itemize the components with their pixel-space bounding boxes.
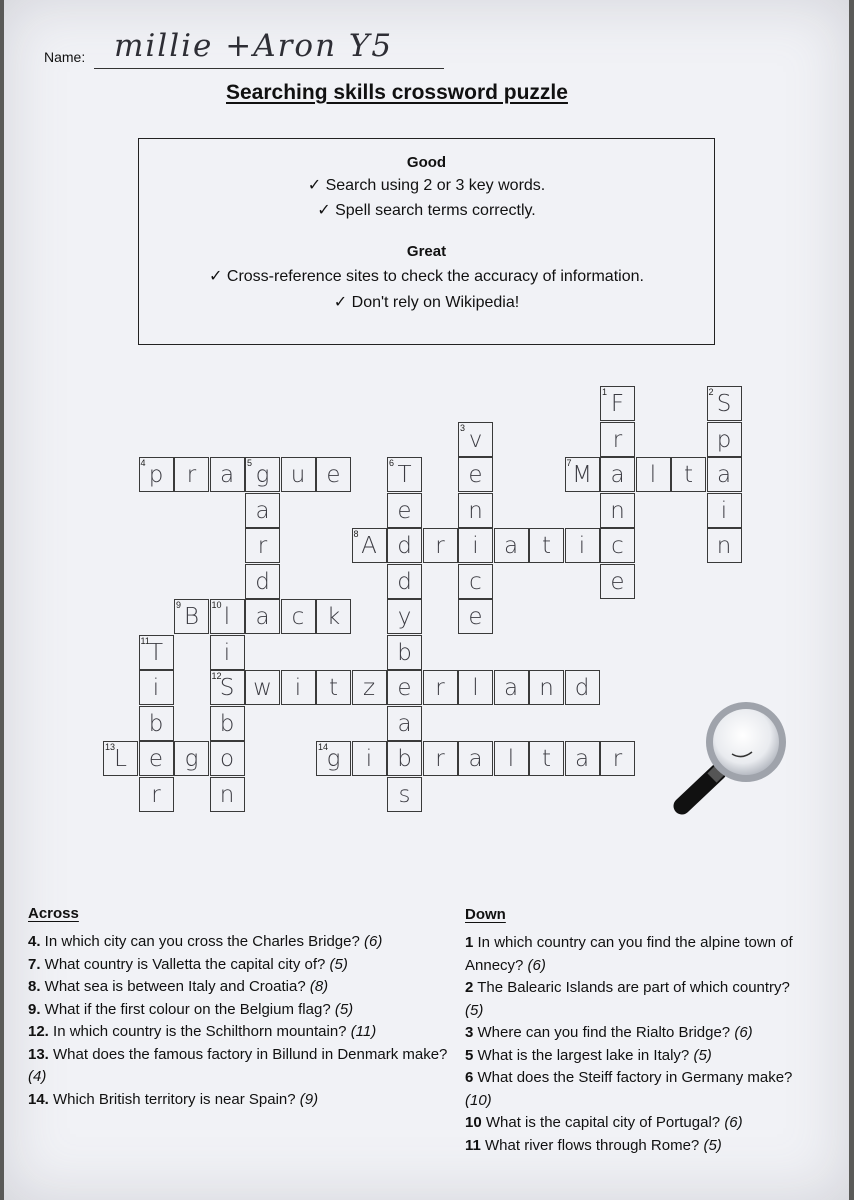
crossword-cell[interactable] <box>387 493 422 528</box>
crossword-cell[interactable] <box>281 457 316 492</box>
handwritten-letter: e <box>397 675 412 701</box>
handwritten-letter: g <box>255 462 270 488</box>
handwritten-letter: e <box>610 568 625 595</box>
great-heading: Great <box>406 243 447 260</box>
crossword-cell[interactable] <box>636 457 671 492</box>
across-heading: Across <box>28 905 79 922</box>
clue-text: What does the Steiff factory in Germany make? <box>473 1069 793 1086</box>
clue-number: 12 <box>211 671 222 681</box>
crossword-cell[interactable] <box>565 670 600 705</box>
handwritten-letter: l <box>223 604 231 630</box>
crossword-cell[interactable] <box>174 741 209 776</box>
handwritten-letter: e <box>397 497 412 524</box>
clue-number: 7. <box>28 955 41 973</box>
answer-length: (5) <box>693 1046 712 1064</box>
crossword-cell[interactable] <box>458 493 493 528</box>
handwritten-letter: c <box>291 604 305 630</box>
crossword-cell[interactable] <box>387 635 422 670</box>
down-clue-5 <box>465 1045 810 1068</box>
clue-number: 8 <box>353 529 359 539</box>
handwritten-letter: i <box>223 639 231 666</box>
crossword-cell[interactable] <box>281 599 316 634</box>
crossword-cell[interactable] <box>245 493 280 528</box>
down-clue-11 <box>465 1135 810 1158</box>
handwritten-letter: r <box>435 533 445 559</box>
crossword-cell[interactable] <box>139 635 174 670</box>
handwritten-letter: T <box>397 462 412 488</box>
clue-number: 6 <box>465 1069 474 1086</box>
clue-number: 9. <box>28 1000 41 1018</box>
clue-number: 1 <box>602 387 608 397</box>
page-title: Searching skills crossword puzzle <box>226 81 568 104</box>
handwritten-letter: b <box>397 639 412 666</box>
crossword-cell[interactable] <box>316 741 351 776</box>
crossword-cell[interactable] <box>494 670 529 705</box>
crossword-cell[interactable] <box>494 528 529 563</box>
clue-text: What is the largest lake in Italy? <box>473 1046 694 1064</box>
clue-text: Where can you find the Rialto Bridge? <box>473 1024 735 1041</box>
crossword-cell[interactable] <box>387 670 422 705</box>
clue-text: Which British territory is near Spain? <box>48 1090 300 1108</box>
answer-length: (8) <box>309 978 329 995</box>
clue-number: 11 <box>140 635 150 646</box>
clue-number: 12. <box>28 1023 49 1040</box>
clue-text: The Balearic Islands are part of which country? <box>473 979 790 996</box>
answer-length: (6) <box>734 1024 753 1041</box>
crossword-cell[interactable] <box>458 670 493 705</box>
crossword-cell[interactable] <box>174 599 209 634</box>
great-tip-1: ✓ Cross-reference sites to check the accuracy of information. <box>209 268 644 285</box>
crossword-cell[interactable] <box>387 706 422 741</box>
crossword-cell[interactable] <box>600 422 635 457</box>
crossword-cell[interactable] <box>565 528 600 563</box>
clue-text: What river flows through Rome? <box>480 1136 704 1154</box>
across-clue-7 <box>28 954 448 977</box>
clue-number: 14. <box>28 1090 49 1108</box>
crossword-cell[interactable] <box>387 741 422 776</box>
handwritten-letter: a <box>610 462 625 488</box>
clue-number: 1 <box>465 934 474 951</box>
across-clue-13 <box>28 1044 448 1089</box>
across-clue-9 <box>28 999 448 1022</box>
handwritten-letter: e <box>326 462 341 488</box>
answer-length: (6) <box>527 956 546 974</box>
handwritten-letter: r <box>435 746 445 772</box>
clue-number: 14 <box>318 742 329 752</box>
handwritten-letter: r <box>612 426 623 453</box>
crossword-cell[interactable] <box>600 493 635 528</box>
handwritten-letter: a <box>503 675 519 701</box>
across-clues <box>28 905 448 1111</box>
handwritten-letter: e <box>468 604 483 630</box>
handwritten-letter: a <box>255 497 270 524</box>
crossword-cell[interactable] <box>387 599 422 634</box>
handwritten-letter: e <box>468 462 483 488</box>
good-tip-1: ✓ Search using 2 or 3 key words. <box>307 177 546 194</box>
handwritten-letter: k <box>326 604 341 630</box>
crossword-cell[interactable] <box>210 457 245 492</box>
crossword-cell[interactable] <box>139 706 174 741</box>
across-clue-8 <box>28 976 448 999</box>
worksheet <box>4 0 849 1200</box>
handwritten-letter: l <box>507 746 515 772</box>
handwritten-letter: y <box>397 604 412 630</box>
clue-number: 7 <box>566 458 572 468</box>
crossword-cell[interactable] <box>245 599 280 634</box>
answer-length: (4) <box>28 1068 47 1085</box>
answer-length: (11) <box>350 1023 377 1040</box>
handwritten-letter: A <box>361 533 377 559</box>
crossword-cell[interactable] <box>600 564 635 599</box>
handwritten-letter: i <box>472 533 479 559</box>
handwritten-letter: n <box>610 497 625 524</box>
crossword-cell[interactable] <box>565 741 600 776</box>
crossword-cell[interactable] <box>174 457 209 492</box>
name-handwriting[interactable]: millie +Aron Y5 <box>114 28 394 64</box>
down-clue-3 <box>465 1022 810 1045</box>
handwritten-letter: z <box>362 675 376 701</box>
crossword-cell[interactable] <box>352 528 387 563</box>
clue-number: 3 <box>465 1024 474 1041</box>
handwritten-letter: a <box>255 604 270 630</box>
clue-text: What if the first colour on the Belgium flag? <box>40 1000 335 1018</box>
down-heading: Down <box>465 906 506 923</box>
across-clue-14 <box>28 1089 448 1112</box>
great-tip-2: ✓ Don't rely on Wikipedia! <box>333 294 520 311</box>
clue-number: 2 <box>465 979 474 996</box>
crossword-cell[interactable] <box>210 741 245 776</box>
handwritten-letter: b <box>397 746 412 772</box>
name-label: Name: <box>44 49 86 65</box>
crossword-cell[interactable] <box>458 528 493 563</box>
crossword-cell[interactable] <box>458 457 493 492</box>
handwritten-letter: d <box>574 675 590 701</box>
crossword-cell[interactable] <box>352 670 387 705</box>
crossword-cell[interactable] <box>671 457 706 492</box>
crossword-cell[interactable] <box>529 741 564 776</box>
handwritten-letter: t <box>541 746 552 772</box>
crossword-cell[interactable] <box>423 670 458 705</box>
handwritten-letter: s <box>398 781 411 808</box>
handwritten-letter: n <box>716 533 732 559</box>
down-clues <box>465 906 810 1157</box>
clue-number: 8. <box>28 978 41 995</box>
handwritten-letter: d <box>255 568 270 595</box>
crossword-cell[interactable] <box>600 741 635 776</box>
handwritten-letter: i <box>152 675 160 701</box>
crossword-cell[interactable] <box>139 777 174 812</box>
clue-number: 11 <box>465 1136 481 1154</box>
handwritten-letter: a <box>397 710 412 737</box>
handwritten-letter: F <box>610 391 625 417</box>
clue-text: What is the capital city of Portugal? <box>481 1114 725 1131</box>
good-heading: Good <box>406 154 447 171</box>
clue-number: 9 <box>176 600 182 610</box>
clue-text: What does the famous factory in Billund in Denmark make? <box>48 1045 448 1063</box>
crossword-cell[interactable] <box>494 741 529 776</box>
handwritten-letter: i <box>578 533 586 559</box>
handwritten-letter: t <box>683 462 694 488</box>
crossword-cell[interactable] <box>600 386 635 421</box>
crossword-cell[interactable] <box>458 599 493 634</box>
crossword-cell[interactable] <box>245 528 280 563</box>
crossword-cell[interactable] <box>600 457 635 492</box>
down-clue-2 <box>465 977 810 1022</box>
handwritten-letter: a <box>219 462 235 488</box>
handwritten-letter: i <box>720 497 728 524</box>
crossword-cell[interactable] <box>565 457 600 492</box>
crossword-cell[interactable] <box>458 564 493 599</box>
handwritten-letter: n <box>468 497 483 524</box>
handwritten-letter: S <box>219 675 235 701</box>
crossword-cell[interactable] <box>210 670 245 705</box>
handwritten-letter: a <box>468 746 483 772</box>
across-clue-12 <box>28 1021 448 1044</box>
crossword-cell[interactable] <box>707 528 742 563</box>
handwritten-letter: u <box>290 462 306 488</box>
across-clue-4 <box>28 931 448 954</box>
handwritten-letter: l <box>472 675 479 701</box>
handwritten-letter: r <box>435 675 445 701</box>
clue-number: 10 <box>465 1114 482 1131</box>
handwritten-letter: n <box>539 675 554 701</box>
crossword-cell[interactable] <box>600 528 635 563</box>
handwritten-letter: d <box>397 533 412 559</box>
crossword-cell[interactable] <box>352 741 387 776</box>
handwritten-letter: a <box>574 746 590 772</box>
handwritten-letter: c <box>611 533 624 559</box>
magnifying-glass-icon <box>668 694 798 824</box>
clue-text: In which country is the Schilthorn mountain? <box>48 1023 351 1040</box>
answer-length: (6) <box>724 1114 743 1131</box>
down-clue-10 <box>465 1112 810 1135</box>
crossword-cell[interactable] <box>139 457 174 492</box>
handwritten-letter: T <box>148 639 164 666</box>
handwritten-letter: S <box>716 391 732 417</box>
handwritten-letter: w <box>253 675 272 701</box>
crossword-cell[interactable] <box>139 670 174 705</box>
clue-number: 10 <box>211 600 222 610</box>
handwritten-letter: i <box>294 675 302 701</box>
handwritten-letter: r <box>612 746 623 772</box>
answer-length: (9) <box>299 1090 319 1108</box>
good-tip-2: ✓ Spell search terms correctly. <box>317 202 536 219</box>
crossword-cell[interactable] <box>210 777 245 812</box>
crossword-cell[interactable] <box>387 528 422 563</box>
handwritten-letter: t <box>541 533 552 559</box>
crossword-cell[interactable] <box>423 741 458 776</box>
handwritten-letter: l <box>649 462 657 488</box>
crossword-cell[interactable] <box>387 564 422 599</box>
crossword-cell[interactable] <box>316 670 351 705</box>
down-clue-6 <box>465 1067 810 1112</box>
handwritten-letter: g <box>184 746 199 772</box>
clue-number: 5 <box>247 458 253 468</box>
handwritten-letter: r <box>257 533 268 559</box>
crossword-cell[interactable] <box>707 493 742 528</box>
handwritten-letter: c <box>469 568 482 595</box>
handwritten-letter: e <box>148 746 164 772</box>
clue-number: 4. <box>28 933 41 950</box>
handwritten-letter: i <box>365 746 373 772</box>
handwritten-letter: a <box>503 533 519 559</box>
crossword-cell[interactable] <box>707 457 742 492</box>
handwritten-letter: p <box>148 462 164 488</box>
crossword-cell[interactable] <box>245 457 280 492</box>
clue-number: 4 <box>140 458 146 468</box>
handwritten-letter: b <box>219 710 235 737</box>
crossword-cell[interactable] <box>210 706 245 741</box>
crossword-cell[interactable] <box>245 670 280 705</box>
answer-length: (5) <box>334 1000 354 1018</box>
crossword-cell[interactable] <box>387 777 422 812</box>
crossword-cell[interactable] <box>316 457 351 492</box>
clue-number: 3 <box>460 422 466 433</box>
handwritten-letter: v <box>468 426 483 453</box>
handwritten-letter: M <box>572 462 592 488</box>
clue-number: 13 <box>105 742 116 752</box>
handwritten-letter: L <box>114 746 127 772</box>
crossword-cell[interactable] <box>458 422 493 457</box>
handwritten-letter: B <box>183 604 200 630</box>
answer-length: (6) <box>364 933 383 950</box>
crossword-cell[interactable] <box>245 564 280 599</box>
clue-text: In which country can you find the alpine town of Annecy? <box>465 934 793 974</box>
crossword-cell[interactable] <box>707 422 742 457</box>
answer-length: (5) <box>703 1136 722 1154</box>
handwritten-letter: p <box>716 426 732 453</box>
handwritten-letter: t <box>328 675 339 701</box>
down-clue-1 <box>465 932 810 977</box>
handwritten-letter: a <box>716 462 732 488</box>
crossword-cell[interactable] <box>210 635 245 670</box>
crossword-cell[interactable] <box>529 670 564 705</box>
crossword-cell[interactable] <box>139 741 174 776</box>
handwritten-letter: b <box>148 710 164 737</box>
crossword-cell[interactable] <box>281 670 316 705</box>
clue-number: 5 <box>465 1046 474 1064</box>
crossword-cell[interactable] <box>707 386 742 421</box>
crossword-cell[interactable] <box>387 457 422 492</box>
crossword-cell[interactable] <box>210 599 245 634</box>
handwritten-letter: o <box>219 746 235 772</box>
clue-number: 13. <box>28 1045 49 1063</box>
clue-text: In which city can you cross the Charles Bridge? <box>40 933 364 950</box>
clue-text: What sea is between Italy and Croatia? <box>40 978 310 995</box>
handwritten-letter: n <box>219 781 235 808</box>
answer-length: (10) <box>465 1091 492 1109</box>
handwritten-letter: r <box>186 462 197 488</box>
handwritten-letter: r <box>151 781 161 808</box>
crossword-cell[interactable] <box>529 528 564 563</box>
clue-number: 2 <box>708 387 714 397</box>
handwritten-letter: d <box>397 568 412 595</box>
clue-text: What country is Valletta the capital city of? <box>40 955 330 973</box>
answer-length: (5) <box>465 1001 484 1019</box>
crossword-cell[interactable] <box>316 599 351 634</box>
handwritten-letter: g <box>326 746 341 772</box>
crossword-cell[interactable] <box>103 741 138 776</box>
clue-number: 6 <box>389 458 395 468</box>
crossword-cell[interactable] <box>458 741 493 776</box>
crossword-cell[interactable] <box>423 528 458 563</box>
answer-length: (5) <box>329 955 348 973</box>
